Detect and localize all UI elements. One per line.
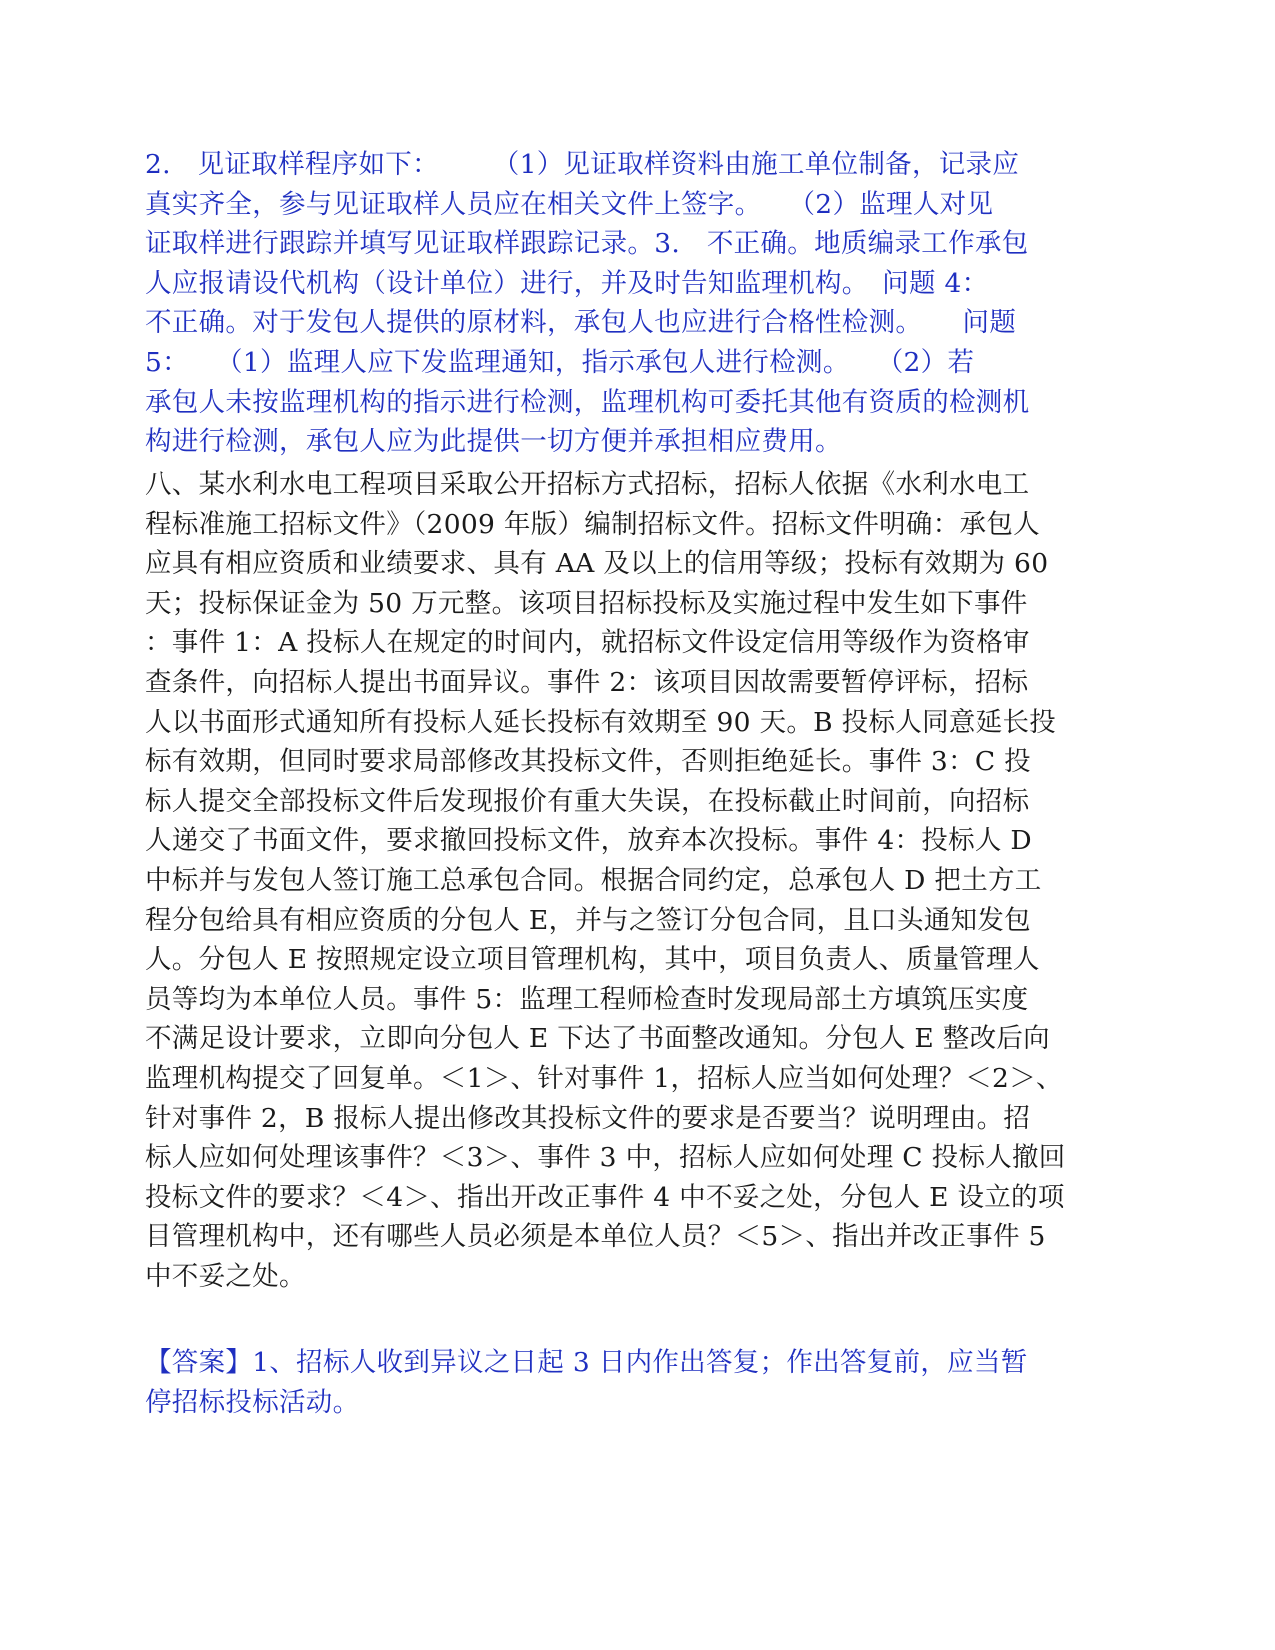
question-line: 天；投标保证金为 50 万元整。该项目招标投标及实施过程中发生如下事件 [145, 587, 1028, 619]
question-line: 监理机构提交了回复单。＜1＞、针对事件 1，招标人应当如何处理？＜2＞、 [145, 1062, 1063, 1094]
question-line: 目管理机构中，还有哪些人员必须是本单位人员？＜5＞、指出并改正事件 5 [145, 1221, 1046, 1253]
question-line: 人递交了书面文件，要求撤回投标文件，放弃本次投标。事件 4：投标人 D [145, 825, 1032, 857]
question-line: 人以书面形式通知所有投标人延长投标有效期至 90 天。B 投标人同意延长投 [145, 706, 1057, 738]
question-line: 查条件，向招标人提出书面异议。事件 2：该项目因故需要暂停评标，招标 [145, 666, 1029, 698]
question-line: 人。分包人 E 按照规定设立项目管理机构，其中，项目负责人、质量管理人 [145, 944, 1040, 976]
question-line: 八、某水利水电工程项目采取公开招标方式招标，招标人依据《水利水电工 [145, 469, 1030, 500]
question-line: 标人应如何处理该事件？＜3＞、事件 3 中，招标人应如何处理 C 投标人撤回 [145, 1142, 1066, 1174]
question-line: 不满足设计要求，立即向分包人 E 下达了书面整改通知。分包人 E 整改后向 [145, 1023, 1050, 1055]
question-line: 标人提交全部投标文件后发现报价有重大失误，在投标截止时间前，向招标 [145, 785, 1030, 817]
final-answer-section [145, 1343, 1070, 1422]
answer-line: 5： （1）监理人应下发监理通知，指示承包人进行检测。 （2）若 [145, 346, 975, 378]
answer-section [145, 145, 1070, 462]
question-line: 投标文件的要求？＜4＞、指出开改正事件 4 中不妥之处，分包人 E 设立的项 [145, 1181, 1065, 1213]
question-line: 员等均为本单位人员。事件 5：监理工程师检查时发现局部土方填筑压实度 [145, 983, 1029, 1015]
question-line: 中不妥之处。 [145, 1260, 306, 1292]
answer-line: 人应报请设代机构（设计单位）进行，并及时告知监理机构。 问题 4： [145, 267, 989, 299]
question-line: ：事件 1：A 投标人在规定的时间内，就招标文件设定信用等级作为资格审 [145, 627, 1030, 659]
question-section [145, 465, 1070, 1296]
answer-line: 承包人未按监理机构的指示进行检测，监理机构可委托其他有资质的检测机 [145, 386, 1030, 418]
final-answer-line: 【答案】1、招标人收到异议之日起 3 日内作出答复；作出答复前，应当暂 [145, 1347, 1028, 1378]
question-line: 中标并与发包人签订施工总承包合同。根据合同约定，总承包人 D 把土方工 [145, 864, 1042, 896]
question-line: 标有效期，但同时要求局部修改其投标文件，否则拒绝延长。事件 3：C 投 [145, 746, 1031, 778]
question-line: 应具有相应资质和业绩要求、具有 AA 及以上的信用等级；投标有效期为 60 [145, 548, 1049, 580]
answer-line: 构进行检测，承包人应为此提供一切方便并承担相应费用。 [145, 426, 842, 458]
answer-line: 证取样进行跟踪并填写见证取样跟踪记录。3. 不正确。地质编录工作承包 [145, 228, 1029, 260]
question-line: 程分包给具有相应资质的分包人 E，并与之签订分包合同，且口头通知发包 [145, 904, 1031, 936]
answer-line: 2. 见证取样程序如下： （1）见证取样资料由施工单位制备，记录应 [145, 149, 1020, 180]
answer-line: 真实齐全，参与见证取样人员应在相关文件上签字。 （2）监理人对见 [145, 188, 994, 220]
answer-line: 不正确。对于发包人提供的原材料，承包人也应进行合格性检测。 问题 [145, 307, 1017, 339]
question-line: 程标准施工招标文件》（2009 年版）编制招标文件。招标文件明确：承包人 [145, 508, 1040, 540]
question-line: 针对事件 2，B 报标人提出修改其投标文件的要求是否要当？说明理由。招 [145, 1102, 1031, 1134]
final-answer-line: 停招标投标活动。 [145, 1386, 360, 1418]
